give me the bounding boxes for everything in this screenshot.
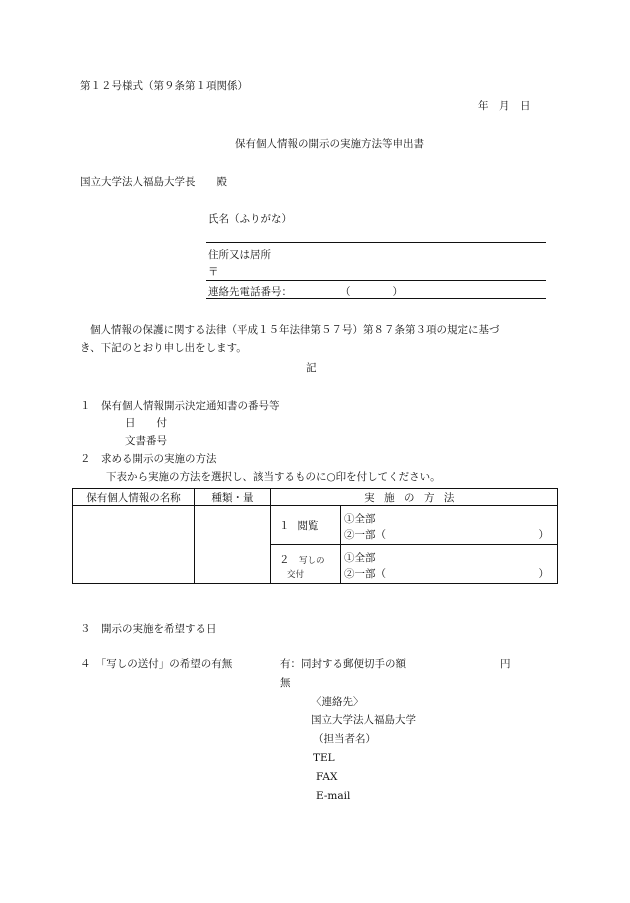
section2-heading: ２ 求める開示の実施の方法 (80, 453, 217, 465)
type-amount-cell[interactable] (195, 506, 271, 584)
option-partial[interactable]: ②一部（ (344, 567, 386, 580)
name-underline (206, 242, 546, 243)
postal-mark: 〒 (208, 266, 219, 278)
copy-options-cell[interactable] (341, 545, 558, 584)
intro-line-1: 個人情報の保護に関する法律（平成１５年法律第５７号）第８７条第３項の規定に基づ (90, 324, 500, 336)
phone-parens: （ ） (340, 286, 403, 298)
header-method: 実施の方法 (271, 489, 558, 506)
addressee: 国立大学法人福島大学長 殿 (80, 176, 227, 188)
contact-label: 〈連絡先〉 (311, 696, 364, 708)
address-underline (206, 280, 546, 281)
form-number: 第１２号様式（第９条第１項関係） (80, 80, 248, 92)
close-paren: ） (538, 567, 549, 580)
phone-underline (206, 298, 546, 299)
date-field-label: 日 付 (125, 417, 167, 429)
intro-line-2: き、下記のとおり申し出をします。 (80, 342, 247, 354)
ki-mark: 記 (306, 362, 317, 374)
date-line: 年 月 日 (478, 100, 531, 112)
info-name-cell[interactable] (73, 506, 195, 584)
name-label: 氏名（ふりがな） (208, 213, 292, 225)
method-label-bottom: 交付 (287, 569, 305, 580)
contact-tel: TEL (313, 752, 335, 764)
method-copy-cell (271, 545, 341, 584)
option-all[interactable]: ①全部 (344, 551, 376, 564)
option-partial[interactable]: ②一部（ (344, 528, 386, 541)
disclosure-method-table (72, 488, 558, 584)
section1-heading: １ 保有個人情報開示決定通知書の番号等 (80, 400, 280, 412)
method-label-top: 写しの (299, 555, 325, 566)
address-label: 住所又は居所 (208, 249, 271, 261)
method-number: ２ (279, 553, 290, 566)
yes-option[interactable]: 有：同封する郵便切手の額 (280, 658, 406, 670)
header-type-amount: 種類・量 (195, 489, 271, 506)
section2-instruction: 下表から実施の方法を選択し、該当するものに○印を付してください。 (106, 471, 441, 483)
viewing-options-cell[interactable] (341, 506, 558, 545)
section3-heading: ３ 開示の実施を希望する日 (80, 623, 217, 635)
yen-unit: 円 (500, 658, 511, 670)
method-label: 閲覧 (297, 519, 319, 532)
contact-email: E-mail (316, 790, 351, 802)
close-paren: ） (538, 528, 549, 541)
document-title: 保有個人情報の開示の実施方法等申出書 (235, 138, 424, 150)
option-all[interactable]: ①全部 (344, 512, 376, 525)
contact-fax: FAX (316, 771, 338, 783)
doc-number-label: 文書番号 (125, 435, 167, 447)
contact-organization: 国立大学法人福島大学 (311, 714, 416, 726)
method-viewing-cell (271, 506, 341, 545)
header-info-name: 保有個人情報の名称 (73, 489, 195, 506)
contact-person: （担当者名） (313, 733, 376, 745)
no-option[interactable]: 無 (280, 677, 291, 689)
method-number: １ (279, 519, 290, 532)
phone-label: 連絡先電話番号： (208, 286, 292, 298)
section4-heading: ４ 「写しの送付」の希望の有無 (80, 658, 233, 670)
